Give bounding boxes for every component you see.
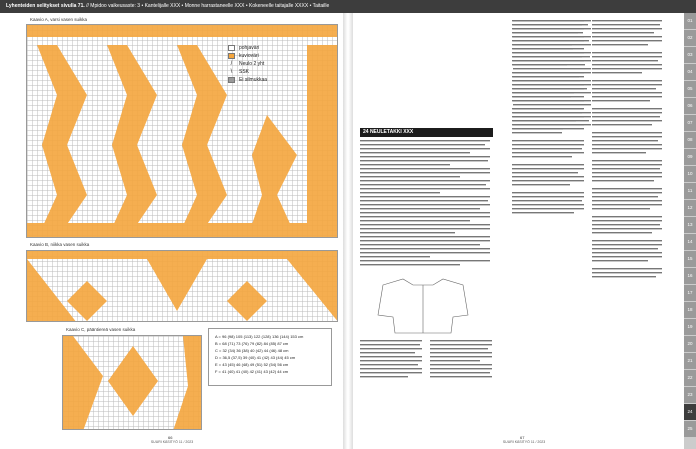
right-footer-note: SUURI KÄSITYÖ 11 / 2023 [502,440,546,444]
legend-item-k2tog: / Neulo 2 yht [228,60,267,68]
chapter-tab: 01 [684,13,696,29]
chapter-tab: 14 [684,234,696,250]
left-footer-note: SUURI KÄSITYÖ 11 / 2023 [150,440,194,444]
chapter-tab: 23 [684,387,696,403]
materials-column [360,140,493,268]
chapter-tab: 07 [684,115,696,131]
chart-a-pattern [27,25,338,238]
gray-swatch-icon [228,77,235,83]
instructions-column-lower [360,340,493,430]
size-row-c: C = 32 (34) 36 (38) 40 (42) 44 (46) 48 cm [215,348,289,353]
chart-c-pattern [63,336,202,430]
chapter-tab: 09 [684,149,696,165]
chart-legend [228,44,267,84]
chapter-tab: 18 [684,302,696,318]
backslash-icon: \ [230,69,233,75]
chart-c-grid [62,335,202,430]
chapter-tab: 06 [684,98,696,114]
chart-b-caption: Kaavio B, niikka vasen suikka [30,242,90,247]
chart-b-pattern [27,251,338,322]
chapter-tab: 20 [684,336,696,352]
size-row-a: A = 96 (98) 105 (113) 122 (128) 136 (144) 153 cm [215,334,304,339]
legend-item-no-stitch: Ei silmukkaa [228,76,267,84]
chapter-tab: 22 [684,370,696,386]
chapter-tab: 21 [684,353,696,369]
size-row-f: F = 41 (40) 41 (40) 42 (41) 43 (42) 44 cm [215,369,289,374]
chapter-tab: 11 [684,183,696,199]
size-row-d: D = 36,5 (37,5) 39 (40) 41 (42) 43 (44) 45 cm [215,355,296,360]
legend-item-background: pohjaväri [228,44,267,52]
size-table [208,328,332,386]
chapter-tab: 25 [684,421,696,437]
right-text-columns [512,20,672,430]
tabs-container [684,13,696,437]
size-row-b: B = 68 (71) 73 (76) 79 (82) 84 (85) 87 cm [215,341,289,346]
chapter-tab: 19 [684,319,696,335]
header-rest: // Mpidoo vaikeusaste: 3 • Kantelijalle XXX • Monne harrastaneelle XXX • Kokeneelle taitajalle XXXX • Taitaille [84,3,330,9]
chapter-tab: 04 [684,64,696,80]
right-page-number: 67 [520,435,525,440]
chapter-tab: 17 [684,285,696,301]
chapter-tab: 15 [684,251,696,267]
chart-b-grid [26,250,338,322]
page-spine [343,13,353,449]
size-row-e: E = 43 (45) 46 (48) 49 (51) 52 (54) 56 cm [215,362,289,367]
chapter-tab: 08 [684,132,696,148]
chapter-tab: 10 [684,166,696,182]
chart-a-grid [26,24,338,238]
chart-c-caption: Kaavio C, pääntiereä vasen suikka [66,327,136,332]
legend-item-ssk: \ SSK [228,68,267,76]
chapter-tab: 16 [684,268,696,284]
chapter-tab: 05 [684,81,696,97]
white-swatch-icon [228,45,235,51]
slash-icon: / [230,61,233,67]
chapter-tab: 02 [684,30,696,46]
orange-swatch-icon [228,53,235,59]
header-bold: Lyhenteiden selitykset sivulla 71. [6,3,85,9]
chapter-tab: 24 [684,404,696,420]
chapter-tabs [684,13,696,449]
chapter-tab: 13 [684,217,696,233]
pattern-title-banner: 24 NEULETAKKI XXX [360,128,493,137]
garment-schematic [373,275,473,337]
chapter-tab: 12 [684,200,696,216]
left-page-number: 66 [168,435,173,440]
chapter-tab: 03 [684,47,696,63]
chart-a-caption: Kaavio A, varsi vasen suikka [30,17,88,22]
page-header [0,0,696,13]
legend-item-pattern: kuvioväri [228,52,267,60]
